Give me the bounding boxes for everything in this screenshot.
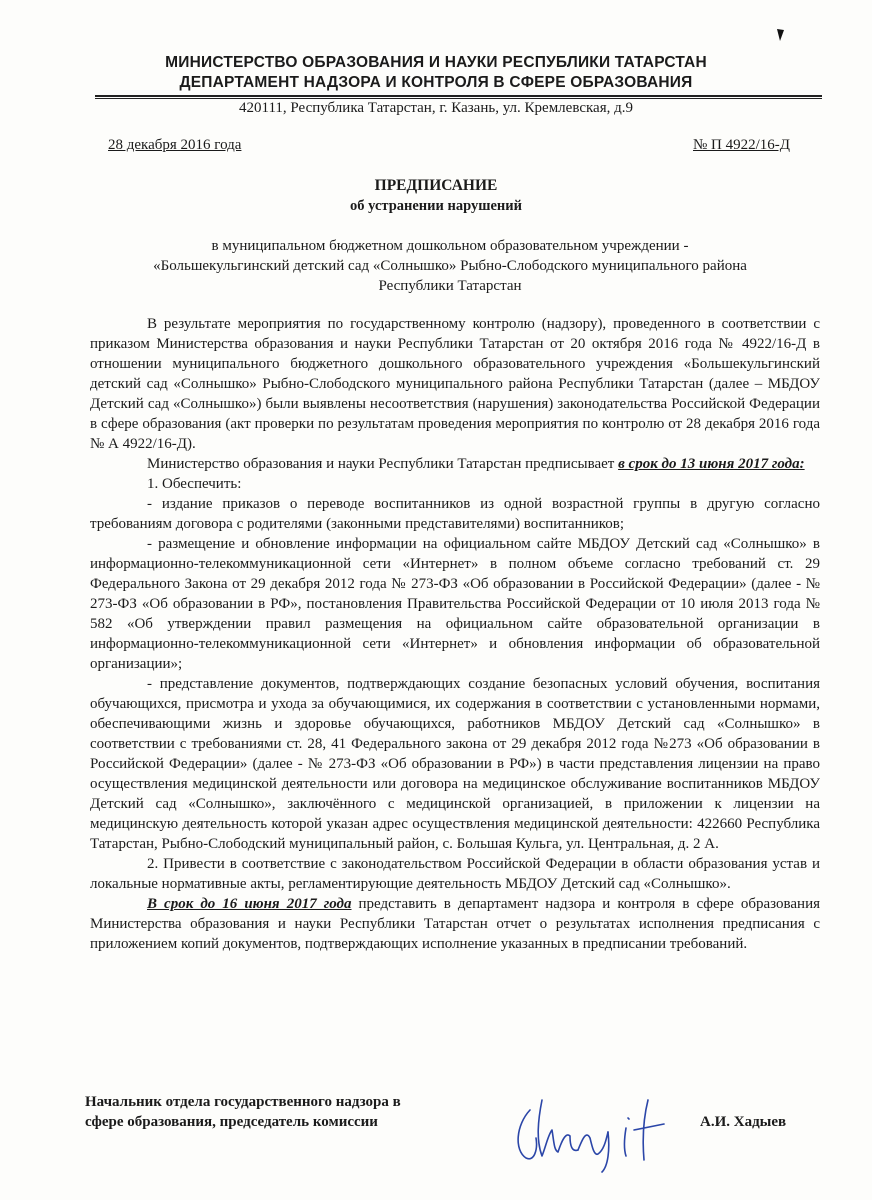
document-subtitle: об устранении нарушений xyxy=(350,198,522,214)
prescription-text: Министерство образования и науки Республики Татарстан предписывает xyxy=(147,456,619,472)
item-1-c: - представление документов, подтверждающих создание безопасных условий обучения, воспитания обучающихся, присмотра и ухода за обучающимися, их содержания в соответствии с установленными нормами, обеспечивающими жизнь и здоровье обучающихся, работников МБДОУ Детский сад «Солнышко» в соответствии с требованиями ст. 28, 41 Федерального закона от 29 декабря 2012 года №273 «Об образовании в Российской Федерации» (далее - № 273-ФЗ «Об образовании в РФ») в части представления лицензии на право осуществления медицинской деятельности или договора на медицинское обслуживание воспитанников МБДОУ Детский сад «Солнышко», заключённого с медицинской организацией, в приложении к лицензии на медицинскую деятельность которой указан адрес осуществления медицинской деятельности: 422660 Республика Татарстан, Рыбно-Слободский муниципальный район, с. Большая Кульга, ул. Центральная, д. 2 А. xyxy=(90,676,820,852)
scan-mark-icon xyxy=(775,28,785,42)
signatory-name: А.И. Хадыев xyxy=(700,1114,787,1130)
department-name: ДЕПАРТАМЕНТ НАДЗОРА И КОНТРОЛЯ В СФЕРЕ ОБРАЗОВАНИЯ xyxy=(179,74,693,91)
item-1-b: - размещение и обновление информации на официальном сайте МБДОУ Детский сад «Солнышко» в информационно-телекоммуникационной сети «Интернет» в полном объеме согласно требований ст. 29 Федерального Закона от 29 декабря 2012 года № 273-ФЗ «Об образовании в Российской Федерации» (далее - № 273-ФЗ «Об образовании в РФ», постановления Правительства Российской Федерации от 10 июля 2013 года № 582 «Об утверждении правил размещения на официальном сайте образовательной организации в информационно-телекоммуникационной сети «Интернет» и обновления информации об образовательной организации»; xyxy=(90,536,820,672)
document-body xyxy=(90,314,820,954)
document-title: ПРЕДПИСАНИЕ xyxy=(374,177,498,194)
signatory-role xyxy=(85,1092,455,1132)
header-divider xyxy=(95,95,822,97)
ministry-name: МИНИСТЕРСТВО ОБРАЗОВАНИЯ И НАУКИ РЕСПУБЛИКИ ТАТАРСТАН xyxy=(165,54,707,71)
item-1-a: - издание приказов о переводе воспитанников из одной возрастной группы в другую согласно требованиям договора с родителями (законными представителями) воспитанников; xyxy=(90,496,820,532)
deadline-first: в срок до 13 июня 2017 года: xyxy=(618,456,805,472)
deadline-second: В срок до 16 июня 2017 года xyxy=(147,896,352,912)
item-2: 2. Привести в соответствие с законодательством Российской Федерации в области образования устав и локальные нормативные акты, регламентирующие деятельность МБДОУ Детский сад «Солнышко». xyxy=(90,856,820,892)
document-number: № П 4922/16-Д xyxy=(693,137,791,153)
report-text: представить в департамент надзора и контроля в сфере образования Министерства образования и науки Республики Татарстан отчет о результатах исполнения предписания с приложением копий документов, подтверждающих исполнение указанных в предписании требований. xyxy=(90,896,820,952)
item-1-heading: 1. Обеспечить: xyxy=(147,476,242,492)
signatory-role-line: сфере образования, председатель комиссии xyxy=(85,1114,378,1130)
handwritten-signature-icon xyxy=(508,1080,678,1175)
organization-line: «Большекульгинский детский сад «Солнышко» Рыбно-Слободского муниципального района xyxy=(153,258,747,274)
organization-line: в муниципальном бюджетном дошкольном образовательном учреждении - xyxy=(211,238,689,254)
document-date: 28 декабря 2016 года xyxy=(108,137,242,153)
signatory-role-line: Начальник отдела государственного надзора в xyxy=(85,1094,401,1110)
report-paragraph xyxy=(90,894,820,954)
prescription-paragraph xyxy=(90,454,820,474)
organization-line: Республики Татарстан xyxy=(378,278,522,294)
organization-block xyxy=(80,236,820,296)
ministry-address: 420111, Республика Татарстан, г. Казань, ул. Кремлевская, д.9 xyxy=(239,100,633,116)
intro-paragraph: В результате мероприятия по государственному контролю (надзору), проведенного в соответствии с приказом Министерства образования и науки Республики Татарстан от 20 октября 2016 года № 4922/16-Д в отношении муниципального бюджетного дошкольного образовательного учреждения «Большекульгинский детский сад «Солнышко» Рыбно-Слободского муниципального района Республики Татарстан (далее – МБДОУ Детский сад «Солнышко») были выявлены несоответствия (нарушения) законодательства Российской Федерации в сфере образования (акт проверки по результатам проведения мероприятия по контролю от 28 декабря 2016 года № А 4922/16-Д). xyxy=(90,316,820,452)
